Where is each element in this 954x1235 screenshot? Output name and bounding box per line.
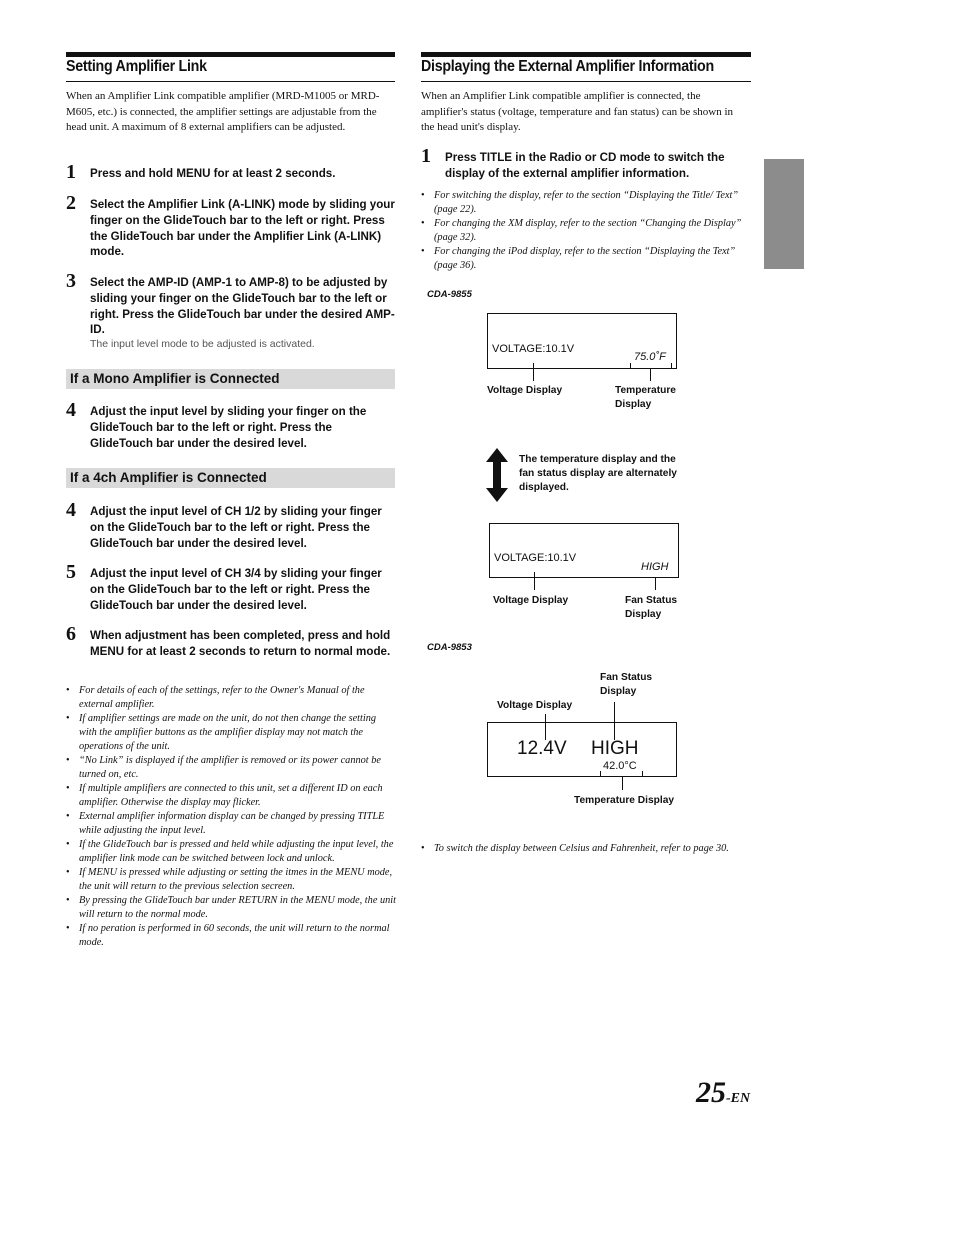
leader-line: [533, 363, 534, 381]
note-item: • If amplifier settings are made on the unit, do not then change the setting with the amplifier buttons as the amplifier display may not match the operations of the unit.: [66, 712, 396, 754]
note-item: • For changing the XM display, refer to the section “Changing the Display” (page 32).: [421, 217, 753, 245]
title-underline: [66, 81, 395, 82]
double-arrow-icon: [486, 448, 508, 502]
final-note-list: [421, 842, 743, 856]
side-tab-marker: [764, 159, 804, 269]
leader-line: [534, 572, 535, 590]
page-suffix: -EN: [726, 1091, 751, 1106]
bracket-line: [642, 771, 643, 777]
intro-paragraph: When an Amplifier Link compatible amplifier (MRD-M1005 or MRD-M605, etc.) is connected, the amplifier settings are adjustable from the head unit. A maximum of 8 external amplifiers can be adjusted.: [66, 90, 380, 133]
ch4-subheading: If a 4ch Amplifier is Connected: [66, 468, 395, 488]
model-label-cda9853: CDA-9853: [427, 642, 472, 653]
lcd-fan-large: HIGH: [591, 738, 639, 759]
note-item: • “No Link” is displayed if the amplifier is removed or its power cannot be turned on, etc.: [66, 754, 396, 782]
label-temperature-display: Temperature Display: [615, 385, 676, 410]
model-label-cda9855: CDA-9855: [427, 289, 472, 300]
lcd-temp-text: 75.0˚F: [634, 351, 666, 363]
lcd-display-large: [487, 722, 677, 777]
section-title-amp-link: Setting Amplifier Link: [66, 58, 207, 75]
leader-line: [655, 577, 656, 590]
leader-line: [650, 369, 651, 381]
note-item: • To switch the display between Celsius and Fahrenheit, refer to page 30.: [421, 842, 743, 856]
lcd-temp-text: 42.0°C: [603, 760, 637, 772]
label-voltage-display: Voltage Display: [487, 385, 563, 396]
lcd-voltage-text: VOLTAGE:10.1V: [494, 552, 577, 564]
note-item: • If no peration is performed in 60 seconds, the unit will return to the normal mode.: [66, 922, 396, 950]
label-fan-status-display: Fan Status Display: [625, 595, 678, 620]
title-underline: [421, 81, 751, 82]
note-item: • If the GlideTouch bar is pressed and held while adjusting the input level, the amplifier link mode can be switched between lock and unlock.: [66, 838, 396, 866]
mono-subheading: If a Mono Amplifier is Connected: [66, 369, 395, 389]
step-text: When adjustment has been completed, press and hold MENU for at least 2 seconds to return to normal mode.: [90, 629, 391, 658]
note-item: • If MENU is pressed while adjusting or setting the itmes in the MENU mode, the unit will return to the previous selection secreen.: [66, 866, 396, 894]
title-rule: [421, 52, 751, 57]
note-item: • External amplifier information display can be changed by pressing TITLE while adjusting the input level.: [66, 810, 396, 838]
step-text: Select the Amplifier Link (A-LINK) mode by sliding your finger on the GlideTouch bar to the left or right. Press the GlideTouch bar under the Amplifier Link (A-LINK) mode.: [90, 198, 395, 259]
note-item: • By pressing the GlideTouch bar under RETURN in the MENU mode, the unit will return to the normal mode.: [66, 894, 396, 922]
step-text: Press and hold MENU for at least 2 seconds.: [90, 167, 336, 180]
note-item: • For details of each of the settings, refer to the Owner's Manual of the external amplifier.: [66, 684, 396, 712]
note-item: • For changing the iPod display, refer to the section “Displaying the Text” (page 36).: [421, 245, 753, 273]
step-text: Adjust the input level by sliding your finger on the GlideTouch bar to the left or right. Press the GlideTouch bar under the desired level.: [90, 405, 367, 450]
step-text: Press TITLE in the Radio or CD mode to switch the display of the external amplifier information.: [445, 151, 725, 180]
step-text: Adjust the input level of CH 1/2 by sliding your finger on the GlideTouch bar to the left or right. Press the GlideTouch bar under the desired level.: [90, 505, 382, 550]
label-temperature-display: Temperature Display: [574, 795, 675, 806]
bracket-line: [630, 363, 631, 369]
title-rule: [66, 52, 395, 57]
note-item: • For switching the display, refer to the section “Displaying the Title/ Text” (page 22).: [421, 189, 753, 217]
step-text: Adjust the input level of CH 3/4 by sliding your finger on the GlideTouch bar to the left or right. Press the GlideTouch bar under the desired level.: [90, 567, 382, 612]
section-title-ext-amp-info: Displaying the External Amplifier Information: [421, 58, 714, 75]
bracket-line: [671, 363, 672, 369]
bracket-line: [600, 771, 601, 777]
left-notes-list: [66, 684, 396, 950]
label-fan-status-display: Fan Status Display: [600, 672, 653, 697]
note-item: • If multiple amplifiers are connected to this unit, set a different ID on each amplifier. Otherwise the display may flicker.: [66, 782, 396, 810]
lcd-voltage-large: 12.4V: [517, 738, 567, 759]
page-number: 25-EN: [696, 1076, 751, 1109]
lcd-fan-text: HIGH: [641, 561, 669, 573]
step-text: Select the AMP-ID (AMP-1 to AMP-8) to be adjusted by sliding your finger on the GlideTouch bar to the left or right. Press the GlideTouch bar under the desired AMP-ID.: [90, 276, 395, 337]
bracket-line: [630, 368, 672, 369]
right-notes-list: [421, 189, 753, 273]
alternate-display-note: The temperature display and the fan status display are alternately displayed.: [519, 454, 677, 493]
label-voltage-display: Voltage Display: [493, 595, 569, 606]
lcd-voltage-text: VOLTAGE:10.1V: [492, 343, 575, 355]
label-voltage-display: Voltage Display: [497, 700, 573, 711]
leader-line: [622, 777, 623, 790]
step-subtext: The input level mode to be adjusted is activated.: [90, 338, 315, 350]
intro-paragraph: When an Amplifier Link compatible amplifier is connected, the amplifier's status (voltage, temperature and fan status) can be shown in the head unit's display.: [421, 90, 734, 133]
